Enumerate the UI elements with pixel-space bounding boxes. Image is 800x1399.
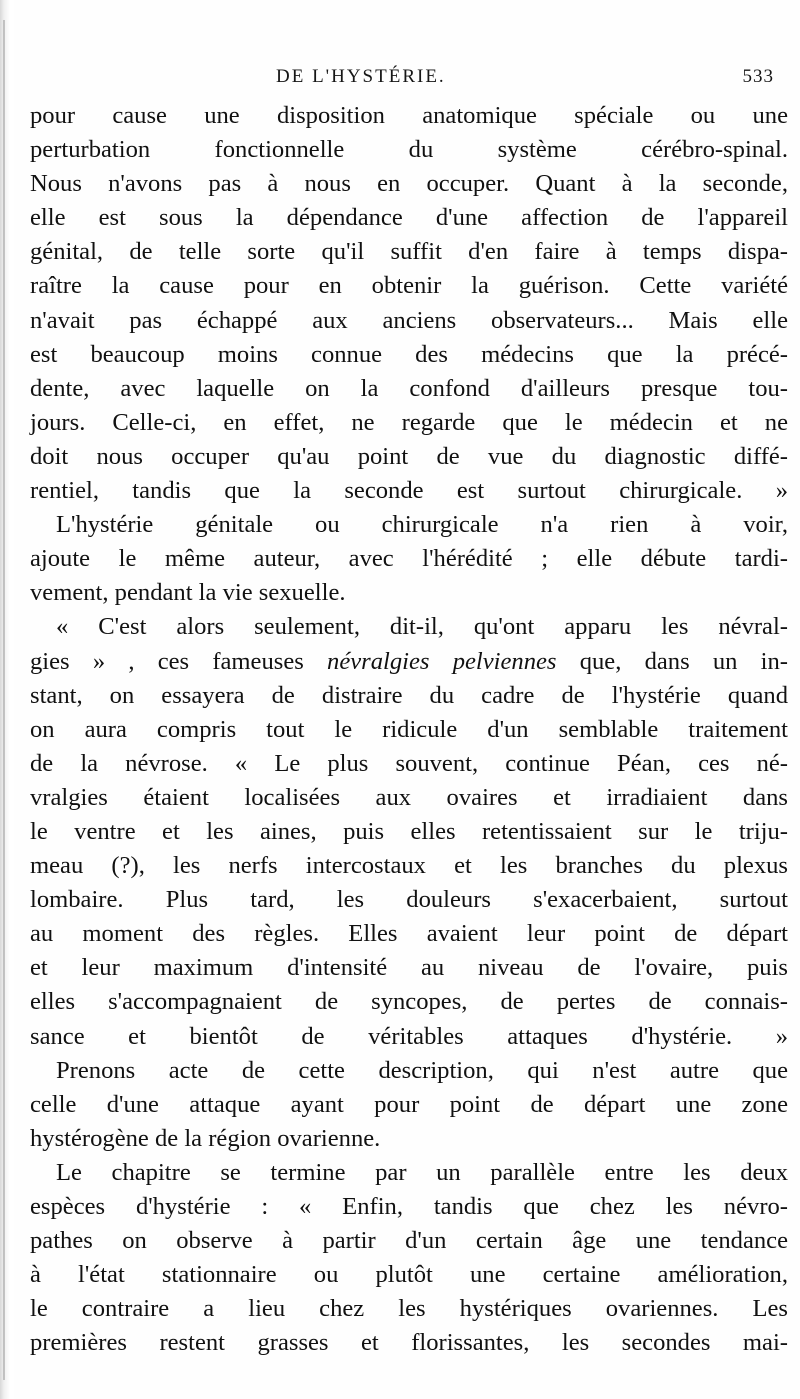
text-line: rentiel, tandis que la seconde est surtout chirurgicale. » [30,477,788,505]
page-number: 533 [742,66,774,87]
text-line: à l'état stationnaire ou plutôt une certaine amélioration, [30,1261,788,1289]
page-gutter-shadow [0,0,14,1399]
text-line: doit nous occuper qu'au point de vue du diagnostic diffé- [30,442,788,470]
text-line: génital, de telle sorte qu'il suffit d'en faire à temps dispa- [30,238,788,266]
text-line: vralgies étaient localisées aux ovaires et irradiaient dans [30,783,788,811]
text-line: elle est sous la dépendance d'une affection de l'appareil [30,204,788,232]
running-head-title: DE L'HYSTÉRIE. [276,66,446,87]
text-line: le ventre et les aines, puis elles retentissaient sur le triju- [30,817,788,845]
text-line: premières restent grasses et florissantes, les secondes mai- [30,1329,788,1357]
italic-term: névralgies pelviennes [327,647,557,675]
text-line: sance et bientôt de véritables attaques d'hystérie. » [30,1022,788,1050]
text-segment: gies » , ces fameuses [30,647,328,675]
text-line: de la névrose. « Le plus souvent, continue Péan, ces né- [30,749,788,777]
text-line: celle d'une attaque ayant pour point de départ une zone [30,1090,788,1118]
text-line: au moment des règles. Elles avaient leur point de départ [30,920,788,948]
text-line: espèces d'hystérie : « Enfin, tandis que chez les névro- [30,1193,788,1220]
text-line: dente, avec laquelle on la confond d'ailleurs presque tou- [30,374,788,402]
text-line [30,645,788,679]
text-line: pathes on observe à partir d'un certain âge une tendance [30,1227,788,1255]
running-head [276,66,774,96]
text-line: le contraire a lieu chez les hystériques ovariennes. Les [30,1295,788,1323]
text-line: est beaucoup moins connue des médecins que la précé- [30,340,788,368]
text-segment: que, dans un in- [556,647,789,675]
text-line: vement, pendant la vie sexuelle. [30,579,346,607]
text-line: elles s'accompagnaient de syncopes, de pertes de connais- [30,988,788,1016]
text-line: perturbation fonctionnelle du système cérébro-spinal. [30,136,788,164]
text-line: hystérogène de la région ovarienne. [30,1124,381,1152]
text-line: stant, on essayera de distraire du cadre de l'hystérie quand [30,681,788,709]
text-line: Nous n'avons pas à nous en occuper. Quant à la seconde, [30,170,788,198]
text-line: jours. Celle-ci, en effet, ne regarde que le médecin et ne [30,408,788,436]
body-text [30,99,788,1360]
text-line: Le chapitre se termine par un parallèle entre les deux [56,1158,788,1186]
text-line: meau (?), les nerfs intercostaux et les branches du plexus [30,852,788,880]
text-line: n'avait pas échappé aux anciens observateurs... Mais elle [30,306,788,334]
text-line: et leur maximum d'intensité au niveau de l'ovaire, puis [30,954,788,982]
text-line: on aura compris tout le ridicule d'un semblable traitement [30,715,788,743]
text-line: raître la cause pour en obtenir la guérison. Cette variété [30,272,788,300]
text-line: pour cause une disposition anatomique spéciale ou une [30,102,788,129]
text-line: lombaire. Plus tard, les douleurs s'exacerbaient, surtout [30,886,788,914]
text-line: ajoute le même auteur, avec l'hérédité ; elle débute tardi- [30,545,788,573]
binding-edge [3,20,5,1380]
text-line: Prenons acte de cette description, qui n'est autre que [56,1056,788,1084]
text-line: « C'est alors seulement, dit-il, qu'ont apparu les névral- [56,613,788,641]
text-line: L'hystérie génitale ou chirurgicale n'a rien à voir, [56,511,788,539]
